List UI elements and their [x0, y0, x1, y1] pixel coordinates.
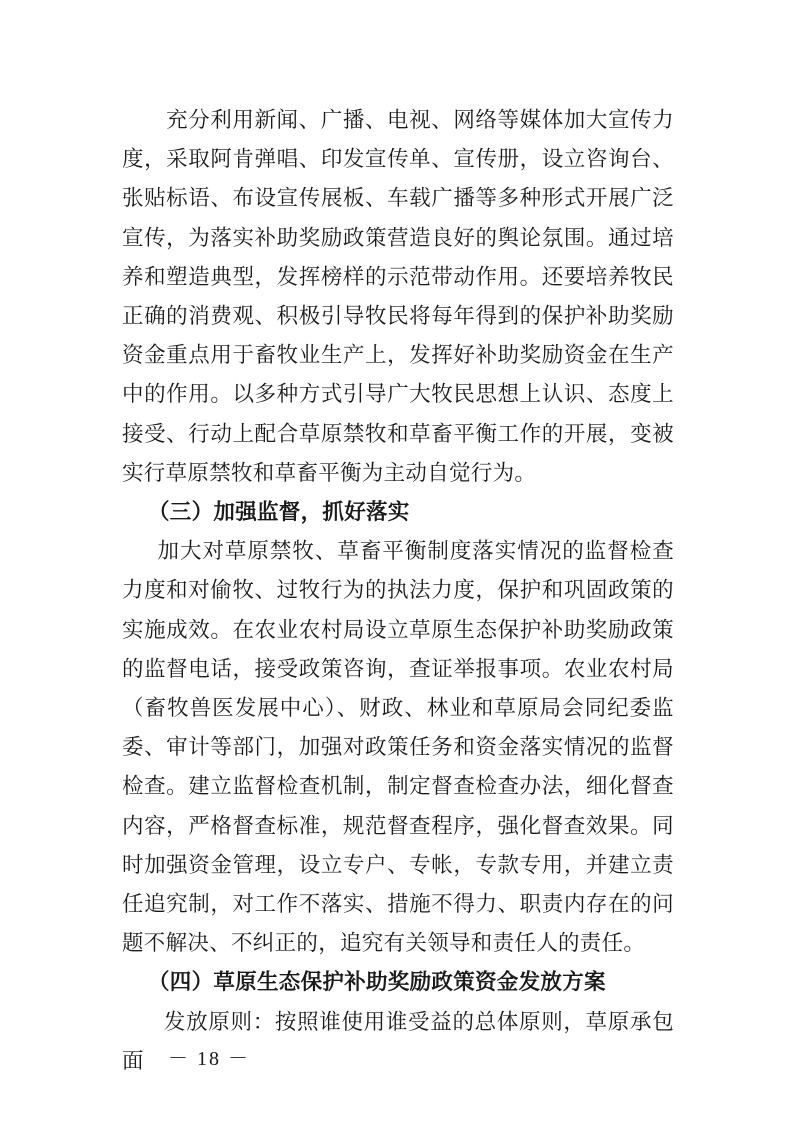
document-body [122, 101, 674, 1081]
publicity-paragraph: 充分利用新闻、广播、电视、网络等媒体加大宣传力度，采取阿肯弹唱、印发宣传单、宣传册，设立咨询台、张贴标语、布设宣传展板、车载广播等多种形式开展广泛宣传，为落实补助奖励政策营造良好的舆论氛围。通过培养和塑造典型，发挥榜样的示范带动作用。还要培养牧民正确的消费观、积极引导牧民将每年得到的保护补助奖励资金重点用于畜牧业生产上，发挥好补助奖励资金在生产中的作用。以多种方式引导广大牧民思想上认识、态度上接受、行动上配合草原禁牧和草畜平衡工作的开展，变被实行草原禁牧和草畜平衡为主动自觉行为。 [122, 108, 674, 486]
section-3-body: 加大对草原禁牧、草畜平衡制度落实情况的监督检查力度和对偷牧、过牧行为的执法力度，保护和巩固政策的实施成效。在农业农村局设立草原生态保护补助奖励政策的监督电话，接受政策咨询，查证举报事项。农业农村局（畜牧兽医发展中心）、财政、林业和草原局会同纪委监委、审计等部门，加强对政策任务和资金落实情况的监督检查。建立监督检查机制，制定督查检查办法，细化督查内容，严格督查标准，规范督查程序，强化督查效果。同时加强资金管理，设立专户、专帐，专款专用，并建立责任追究制，对工作不落实、措施不得力、职责内存在的问题不解决、不纠正的，追究有关领导和责任人的责任。 [122, 539, 674, 957]
section-3-heading: （三）加强监督，抓好落实 [148, 500, 410, 526]
section-4-body: 发放原则：按照谁使用谁受益的总体原则，草原承包面 [122, 1009, 674, 1074]
page-number: － 18 － [168, 1048, 250, 1070]
section-4-heading: （四）草原生态保护补助奖励政策资金发放方案 [148, 970, 606, 996]
